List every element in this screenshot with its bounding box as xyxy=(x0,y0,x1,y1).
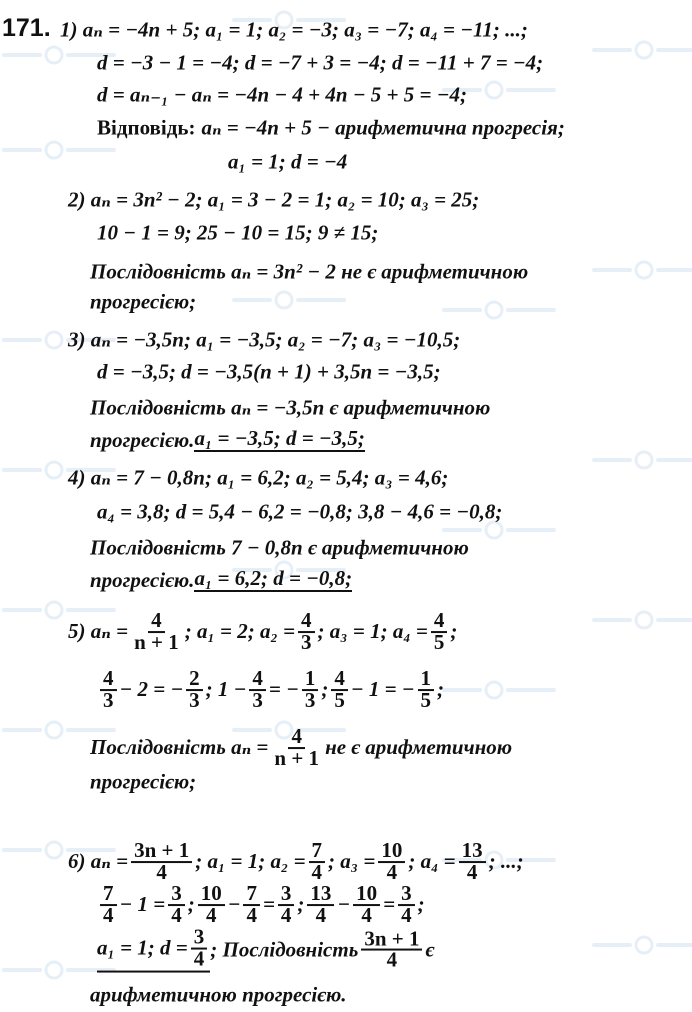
numerator: 4 xyxy=(298,611,315,633)
denominator: 4 xyxy=(246,903,257,927)
math-text: ; Послідовність xyxy=(210,937,359,962)
numerator: 3n + 1 xyxy=(131,841,192,863)
solution-line xyxy=(68,327,461,352)
denominator: 3 xyxy=(103,688,114,712)
solution-line xyxy=(90,428,365,452)
math-text: ; xyxy=(297,892,305,917)
fraction xyxy=(302,666,319,712)
fraction xyxy=(459,838,486,884)
fraction xyxy=(168,881,185,927)
fraction xyxy=(361,926,422,972)
math-text: ; ...; xyxy=(488,849,524,874)
denominator: 4 xyxy=(280,903,292,927)
solution-line xyxy=(68,838,524,884)
denominator: 5 xyxy=(420,688,432,712)
fraction xyxy=(307,881,334,927)
math-text: − 2 = − xyxy=(119,677,184,702)
numerator: 1 xyxy=(418,669,435,691)
solution-line xyxy=(68,187,480,212)
fraction xyxy=(353,881,380,927)
math-text: − xyxy=(337,892,351,917)
fraction xyxy=(309,838,326,884)
answer-text: a₁ = 6,2; d = −0,8; xyxy=(194,566,353,590)
solution-line xyxy=(90,982,347,1007)
fraction xyxy=(278,881,295,927)
math-text: = xyxy=(262,892,275,917)
watermark-logo xyxy=(590,935,692,955)
numerator: 3 xyxy=(191,928,208,950)
math-text: − 1 = − xyxy=(350,677,415,702)
denominator: 4 xyxy=(386,860,398,884)
denominator: 4 xyxy=(361,903,372,927)
numerator: 3 xyxy=(168,884,185,906)
math-text: ; xyxy=(437,677,445,702)
denominator: 4 xyxy=(156,860,167,884)
fraction xyxy=(186,666,203,712)
denominator: 3 xyxy=(304,688,316,712)
fraction xyxy=(131,838,192,884)
watermark-logo xyxy=(590,260,692,280)
denominator: 3 xyxy=(189,688,200,712)
solution-line xyxy=(97,82,467,107)
math-text: ; 1 − xyxy=(205,677,247,702)
math-text: 5) aₙ = xyxy=(68,619,129,644)
denominator: 5 xyxy=(334,688,345,712)
solution-line xyxy=(97,881,425,927)
math-text: арифметичною прогресією. xyxy=(90,982,347,1007)
numerator: 2 xyxy=(186,669,203,691)
math-text: ; xyxy=(450,619,458,644)
math-text: d = aₙ₋₁ − aₙ = −4n − 4 + 4n − 5 + 5 = −4; xyxy=(97,82,467,107)
math-text: не є арифметичною xyxy=(325,735,513,760)
watermark-logo xyxy=(590,610,692,630)
math-text: 10 − 1 = 9; 25 − 10 = 15; 9 ≠ 15; xyxy=(97,220,379,245)
denominator: 4 xyxy=(205,903,217,927)
math-text: ; a₄ = xyxy=(408,849,456,874)
numerator: 10 xyxy=(198,884,225,906)
math-text: Послідовність aₙ = −3,5n є арифметичною xyxy=(90,395,491,420)
denominator: 4 xyxy=(386,948,398,972)
fraction xyxy=(331,666,348,712)
numerator: 3 xyxy=(398,884,415,906)
underlined-answer xyxy=(97,924,210,973)
math-text: aₙ = −4n + 5 − арифметична прогресія; xyxy=(201,115,565,140)
numerator: 4 xyxy=(100,669,117,691)
watermark-logo xyxy=(590,450,692,470)
numerator: 1 xyxy=(302,669,319,691)
math-text: Послідовність aₙ = 3n² − 2 не є арифметичною xyxy=(90,259,529,284)
solution-line xyxy=(60,17,528,42)
underlined-answer xyxy=(194,568,352,592)
answer-text: a₁ = −3,5; d = −3,5; xyxy=(194,426,365,450)
solution-line xyxy=(90,289,197,314)
math-text: прогресією. xyxy=(90,567,195,592)
numerator: 13 xyxy=(307,884,334,906)
math-text: 3) aₙ = −3,5n; a₁ = −3,5; a₂ = −7; a₃ = −10,5; xyxy=(68,327,461,352)
solution-line xyxy=(97,50,544,75)
solution-line xyxy=(90,395,491,420)
numerator: 13 xyxy=(459,841,486,863)
math-text: − xyxy=(227,892,241,917)
denominator: 4 xyxy=(193,946,205,971)
solution-line xyxy=(97,499,503,524)
math-text: d = −3 − 1 = −4; d = −7 + 3 = −4; d = −11 + 7 = −4; xyxy=(97,50,544,75)
denominator: 4 xyxy=(315,903,327,927)
denominator: 3 xyxy=(301,630,312,654)
numerator: 3 xyxy=(278,884,295,906)
denominator: 4 xyxy=(311,860,323,884)
solution-line xyxy=(90,724,513,770)
math-text: a₁ = 1; d = −4 xyxy=(228,149,348,174)
fraction xyxy=(398,881,415,927)
math-text: a₄ = 3,8; d = 5,4 − 6,2 = −0,8; 3,8 − 4,6 = −0,8; xyxy=(97,499,503,524)
fraction xyxy=(249,666,266,712)
math-text: ; xyxy=(321,677,329,702)
numerator: 4 xyxy=(288,727,305,749)
fraction xyxy=(100,666,117,712)
denominator: 4 xyxy=(171,903,182,927)
math-text: ; xyxy=(417,892,425,917)
fraction xyxy=(271,724,322,770)
fraction xyxy=(131,608,182,654)
problem-number: 171. xyxy=(2,14,51,42)
watermark-logo xyxy=(440,300,560,320)
math-text: ; a₁ = 1; a₂ = xyxy=(195,849,306,874)
numerator: 3n + 1 xyxy=(361,929,422,951)
math-text: є xyxy=(425,937,435,962)
solution-line xyxy=(68,608,458,654)
math-text: ; a₃ = 1; a₄ = xyxy=(317,619,428,644)
numerator: 10 xyxy=(378,841,405,863)
underlined-answer xyxy=(194,428,364,452)
math-text: ; a₁ = 2; a₂ = xyxy=(184,619,296,644)
fraction xyxy=(378,838,405,884)
math-text: Послідовність 7 − 0,8n є арифметичною xyxy=(90,535,469,560)
numerator: 4 xyxy=(148,611,165,633)
math-text: = − xyxy=(268,677,299,702)
solution-line xyxy=(97,924,435,973)
math-text: 6) aₙ = xyxy=(68,849,129,874)
watermark-logo xyxy=(0,140,120,160)
numerator: 4 xyxy=(431,611,448,633)
numerator: 7 xyxy=(243,884,260,906)
watermark-logo xyxy=(590,40,692,60)
fraction xyxy=(243,881,260,927)
solution-line xyxy=(97,115,565,140)
numerator: 10 xyxy=(353,884,380,906)
math-text: прогресією; xyxy=(90,289,197,314)
math-text: ; xyxy=(187,892,195,917)
denominator: 3 xyxy=(252,688,263,712)
answer-label: Відповідь: xyxy=(97,115,196,140)
solution-line xyxy=(97,666,445,712)
solution-line xyxy=(90,769,197,794)
watermark-logo xyxy=(230,290,350,310)
solution-line xyxy=(97,359,441,384)
watermark-logo xyxy=(440,680,560,700)
math-text: 1) aₙ = −4n + 5; a₁ = 1; a₂ = −3; a₃ = −7; a₄ = −11; ...; xyxy=(60,17,528,42)
denominator: n + 1 xyxy=(274,746,320,770)
math-text: − 1 = xyxy=(119,892,166,917)
math-text: = xyxy=(383,892,396,917)
fraction xyxy=(431,608,448,654)
fraction xyxy=(298,608,315,654)
solution-line xyxy=(90,568,352,592)
math-text: ; a₃ = xyxy=(328,849,376,874)
fraction xyxy=(198,881,225,927)
math-text: Послідовність aₙ = xyxy=(90,735,269,760)
numerator: 4 xyxy=(249,669,266,691)
answer-text: a₁ = 1; d = xyxy=(97,936,188,960)
solution-line xyxy=(228,149,348,174)
denominator: n + 1 xyxy=(134,630,179,654)
denominator: 4 xyxy=(401,903,412,927)
numerator: 7 xyxy=(100,884,117,906)
solution-line xyxy=(97,220,379,245)
fraction xyxy=(191,924,208,971)
solution-line xyxy=(90,535,469,560)
math-text: прогресією. xyxy=(90,427,195,452)
denominator: 4 xyxy=(466,860,478,884)
math-text: 2) aₙ = 3n² − 2; a₁ = 3 − 2 = 1; a₂ = 10; a₃ = 25; xyxy=(68,187,480,212)
denominator: 5 xyxy=(433,630,445,654)
denominator: 4 xyxy=(103,903,114,927)
fraction xyxy=(418,666,435,712)
solution-line xyxy=(68,465,449,490)
solution-line xyxy=(90,259,529,284)
numerator: 4 xyxy=(331,669,348,691)
math-text: d = −3,5; d = −3,5(n + 1) + 3,5n = −3,5; xyxy=(97,359,441,384)
math-text: прогресією; xyxy=(90,769,197,794)
math-text: 4) aₙ = 7 − 0,8n; a₁ = 6,2; a₂ = 5,4; a₃ = 4,6; xyxy=(68,465,449,490)
fraction xyxy=(100,881,117,927)
numerator: 7 xyxy=(309,841,326,863)
